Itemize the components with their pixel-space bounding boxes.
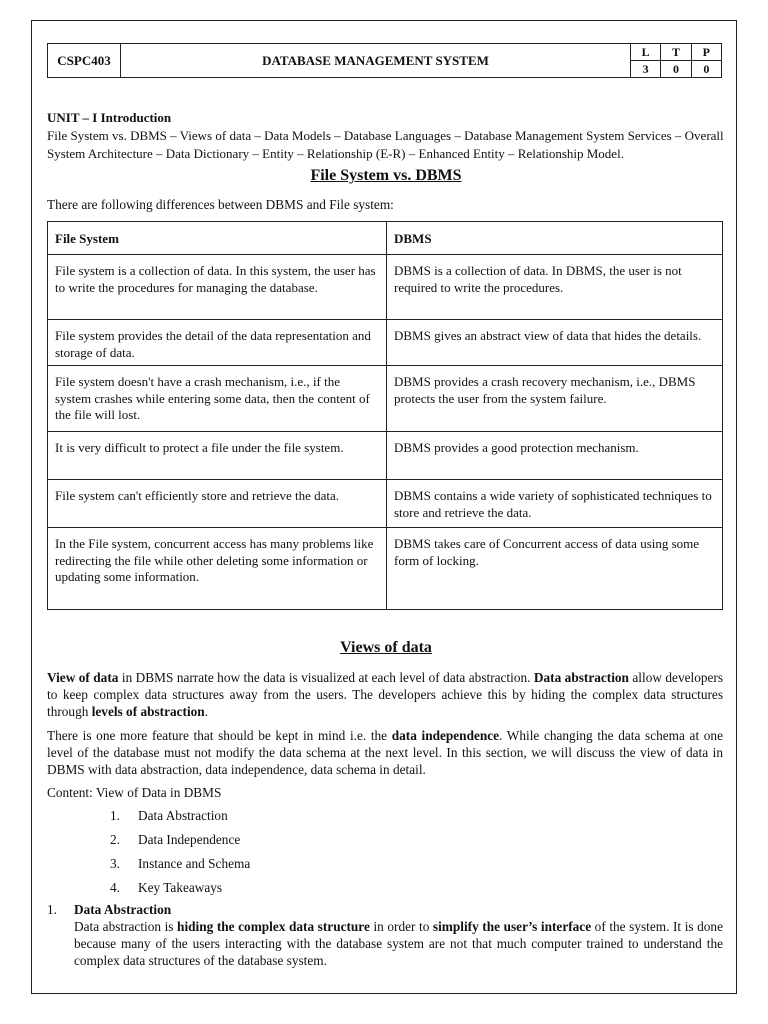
comparison-intro: There are following differences between DBMS and File system: bbox=[47, 197, 394, 212]
ltp-label-l: L bbox=[631, 44, 661, 61]
views-paragraph-1: View of data in DBMS narrate how the data is visualized at each level of data abstraction. Data abstraction allow developers to keep complex data structures away from the users. The developers achieve this by hiding the complex data structures through levels of abstraction. bbox=[47, 670, 723, 719]
table-row bbox=[48, 366, 723, 432]
term-data-independence: data independence bbox=[391, 728, 500, 743]
table-header-dbms: DBMS bbox=[387, 222, 723, 255]
subsection-heading: 1. Data Abstraction bbox=[47, 902, 172, 917]
table-cell: File system can't efficiently store and retrieve the data. bbox=[48, 480, 387, 528]
table-cell: File system doesn't have a crash mechanism, i.e., if the system crashes while entering some data, then the content of the file will lost. bbox=[48, 366, 387, 432]
table-row bbox=[48, 320, 723, 366]
term-data-abstraction: Data abstraction bbox=[533, 670, 629, 685]
table-cell: DBMS is a collection of data. In DBMS, the user is not required to write the procedures. bbox=[387, 255, 723, 320]
ltp-label-p: P bbox=[691, 44, 721, 61]
course-code: CSPC403 bbox=[48, 44, 121, 78]
content-list bbox=[110, 804, 250, 900]
list-item: 1. Data Abstraction bbox=[110, 808, 228, 823]
table-cell: It is very difficult to protect a file under the file system. bbox=[48, 432, 387, 480]
table-cell: File system provides the detail of the data representation and storage of data. bbox=[48, 320, 387, 366]
table-row bbox=[48, 480, 723, 528]
table-cell: DBMS provides a good protection mechanism. bbox=[387, 432, 723, 480]
table-cell: DBMS provides a crash recovery mechanism, i.e., DBMS protects the user from the system failure. bbox=[387, 366, 723, 432]
course-title: DATABASE MANAGEMENT SYSTEM bbox=[121, 44, 631, 78]
term-levels-of-abstraction: levels of abstraction bbox=[91, 704, 205, 719]
table-header-row bbox=[48, 222, 723, 255]
unit-intro bbox=[47, 109, 725, 163]
section-title-views-of-data: Views of data bbox=[340, 639, 432, 656]
section-title-file-system-vs-dbms: File System vs. DBMS bbox=[310, 167, 462, 184]
ltp-label-t: T bbox=[661, 44, 691, 61]
comparison-table bbox=[47, 221, 723, 610]
ltp-value-p: 0 bbox=[691, 61, 721, 78]
table-row bbox=[48, 255, 723, 320]
table-header-file-system: File System bbox=[48, 222, 387, 255]
list-item: 2. Data Independence bbox=[110, 832, 241, 847]
unit-topics: File System vs. DBMS – Views of data – Data Models – Database Languages – Database Management System Services – Overall System Architecture – Data Dictionary – Entity – Relationship (E-R) – Enhanced Entity – Relationship Model. bbox=[47, 128, 724, 161]
list-item: 4. Key Takeaways bbox=[110, 880, 223, 895]
data-abstraction-section bbox=[47, 901, 723, 969]
table-cell: DBMS gives an abstract view of data that hides the details. bbox=[387, 320, 723, 366]
views-paragraph-2: There is one more feature that should be kept in mind i.e. the data independence. While changing the data schema at one level of the database must not modify the data schema at the next level. In this section, we will discuss the view of data in DBMS with data abstraction, data independence, data schema in detail. bbox=[47, 728, 723, 777]
list-item: 3. Instance and Schema bbox=[110, 856, 251, 871]
course-header bbox=[47, 43, 722, 78]
unit-heading: UNIT – I Introduction bbox=[47, 110, 172, 125]
table-cell: In the File system, concurrent access has many problems like redirecting the file while other deleting some information or updating some information. bbox=[48, 528, 387, 610]
table-cell: DBMS takes care of Concurrent access of data using some form of locking. bbox=[387, 528, 723, 610]
ltp-table bbox=[631, 44, 721, 77]
ltp-value-l: 3 bbox=[631, 61, 661, 78]
table-cell: DBMS contains a wide variety of sophisticated techniques to store and retrieve the data. bbox=[387, 480, 723, 528]
ltp-value-t: 0 bbox=[661, 61, 691, 78]
subsection-body: Data abstraction is hiding the complex data structure in order to simplify the user’s interface of the system. It is done because many of the users interacting with the database system are not that much computer trained to understand the complex data structures of the database system. bbox=[74, 919, 723, 968]
table-row bbox=[48, 528, 723, 610]
table-row bbox=[48, 432, 723, 480]
ltp-cell bbox=[631, 44, 722, 78]
content-label: Content: View of Data in DBMS bbox=[47, 785, 222, 800]
term-view-of-data: View of data bbox=[47, 670, 119, 685]
document-page bbox=[31, 20, 737, 994]
table-cell: File system is a collection of data. In this system, the user has to write the procedures for managing the database. bbox=[48, 255, 387, 320]
